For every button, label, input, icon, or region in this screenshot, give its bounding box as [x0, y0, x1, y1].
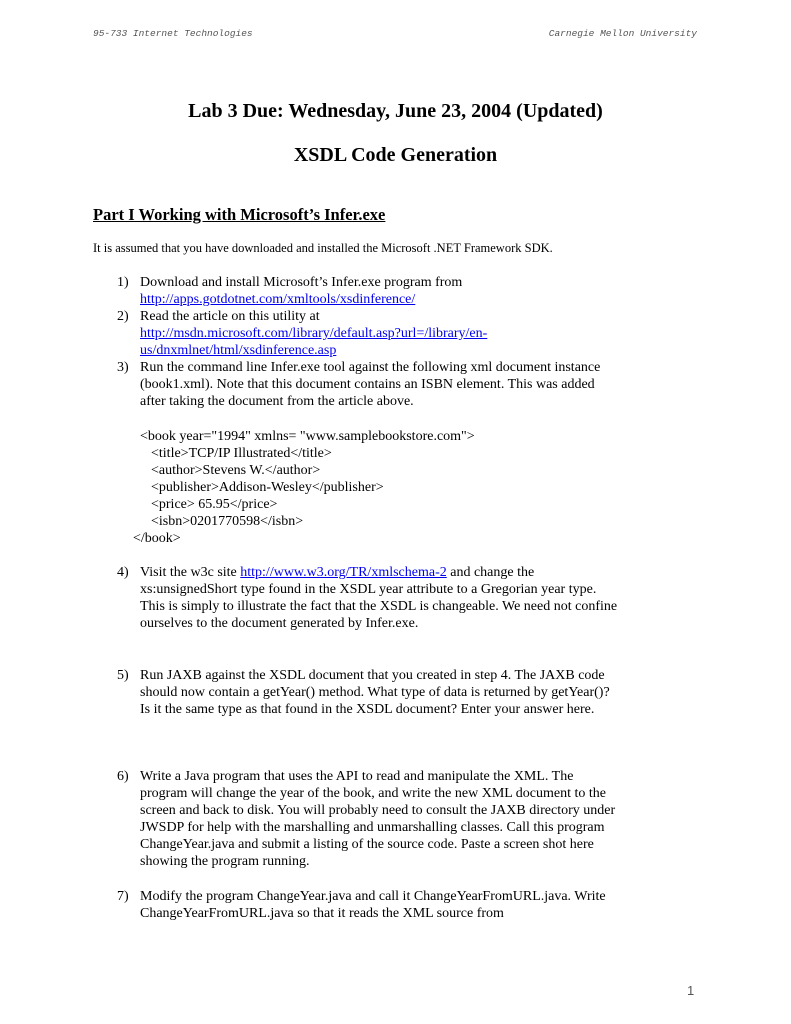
- item-6-line1: Write a Java program that uses the API to read and manipulate the XML. The: [140, 769, 574, 784]
- list-item-4: [140, 564, 710, 632]
- xml-line: <title>TCP/IP Illustrated</title>: [151, 446, 332, 461]
- part1-intro: It is assumed that you have downloaded and installed the Microsoft .NET Framework SDK.: [93, 241, 553, 255]
- list-item-6: [140, 768, 710, 870]
- xml-line: <isbn>0201770598</isbn>: [151, 514, 304, 529]
- item-3-line1: Run the command line Infer.exe tool against the following xml document instance: [140, 360, 601, 375]
- item-6-line2: program will change the year of the book, and write the new XML document to the: [140, 786, 607, 801]
- list-item-3: [140, 359, 710, 410]
- xml-line: <price> 65.95</price>: [151, 497, 278, 512]
- w3c-schema-link[interactable]: http://www.w3.org/TR/xmlschema-2: [240, 565, 447, 580]
- item-3-line3: after taking the document from the article above.: [140, 394, 414, 409]
- item-4-post: and change the: [446, 565, 535, 580]
- header-university: Carnegie Mellon University: [548, 28, 697, 39]
- list-item-2: [140, 308, 710, 359]
- item-number: 6): [117, 769, 129, 784]
- item-number: 5): [117, 668, 129, 683]
- item-number: 7): [117, 889, 129, 904]
- item-1-text: Download and install Microsoft’s Infer.exe program from: [140, 275, 463, 290]
- xml-line: <publisher>Addison-Wesley</publisher>: [151, 480, 384, 495]
- item-4-pre: Visit the w3c site: [140, 565, 241, 580]
- list-item-1: [140, 274, 710, 308]
- item-7-line2: ChangeYearFromURL.java so that it reads the XML source from: [140, 906, 504, 921]
- item-6-line3: screen and back to disk. You will probably need to consult the JAXB directory under: [140, 803, 616, 818]
- item-5-line3: Is it the same type as that found in the XSDL document? Enter your answer here.: [140, 702, 595, 717]
- xml-line: <author>Stevens W.</author>: [151, 463, 321, 478]
- item-6-line6: showing the program running.: [140, 854, 310, 869]
- list-item-7: [140, 888, 710, 922]
- msdn-article-link-part2[interactable]: us/dnxmlnet/html/xsdinference.asp: [140, 343, 337, 358]
- item-6-line4: JWSDP for help with the marshalling and unmarshalling classes. Call this program: [140, 820, 605, 835]
- list-item-5: [140, 667, 710, 718]
- item-number: 3): [117, 360, 129, 375]
- header-course: 95-733 Internet Technologies: [93, 28, 253, 39]
- item-5-line1: Run JAXB against the XSDL document that you created in step 4. The JAXB code: [140, 668, 605, 683]
- part1-heading: Part I Working with Microsoft’s Infer.exe: [93, 205, 386, 224]
- document-title: Lab 3 Due: Wednesday, June 23, 2004 (Updated): [188, 100, 603, 122]
- item-7-line1: Modify the program ChangeYear.java and call it ChangeYearFromURL.java. Write: [140, 889, 606, 904]
- item-4-line3: This is simply to illustrate the fact that the XSDL is changeable. We need not confine: [140, 599, 618, 614]
- item-2-text: Read the article on this utility at: [140, 309, 320, 324]
- document-subtitle: XSDL Code Generation: [293, 144, 498, 166]
- page-number: 1: [687, 983, 695, 998]
- infer-download-link[interactable]: http://apps.gotdotnet.com/xmltools/xsdinference/: [140, 292, 416, 307]
- item-6-line5: ChangeYear.java and submit a listing of the source code. Paste a screen shot here: [140, 837, 594, 852]
- item-number: 2): [117, 309, 129, 324]
- item-4-line4: ourselves to the document generated by Infer.exe.: [140, 616, 419, 631]
- msdn-article-link-part1[interactable]: http://msdn.microsoft.com/library/default.asp?url=/library/en-: [140, 326, 488, 341]
- xml-line: <book year="1994" xmlns= "www.samplebookstore.com">: [140, 429, 475, 444]
- item-number: 4): [117, 565, 129, 580]
- item-number: 1): [117, 275, 129, 290]
- item-3-line2: (book1.xml). Note that this document contains an ISBN element. This was added: [140, 377, 595, 392]
- item-5-line2: should now contain a getYear() method. What type of data is returned by getYear()?: [140, 685, 610, 700]
- item-4-line2: xs:unsignedShort type found in the XSDL year attribute to a Gregorian year type.: [140, 582, 597, 597]
- xml-line: </book>: [133, 531, 181, 546]
